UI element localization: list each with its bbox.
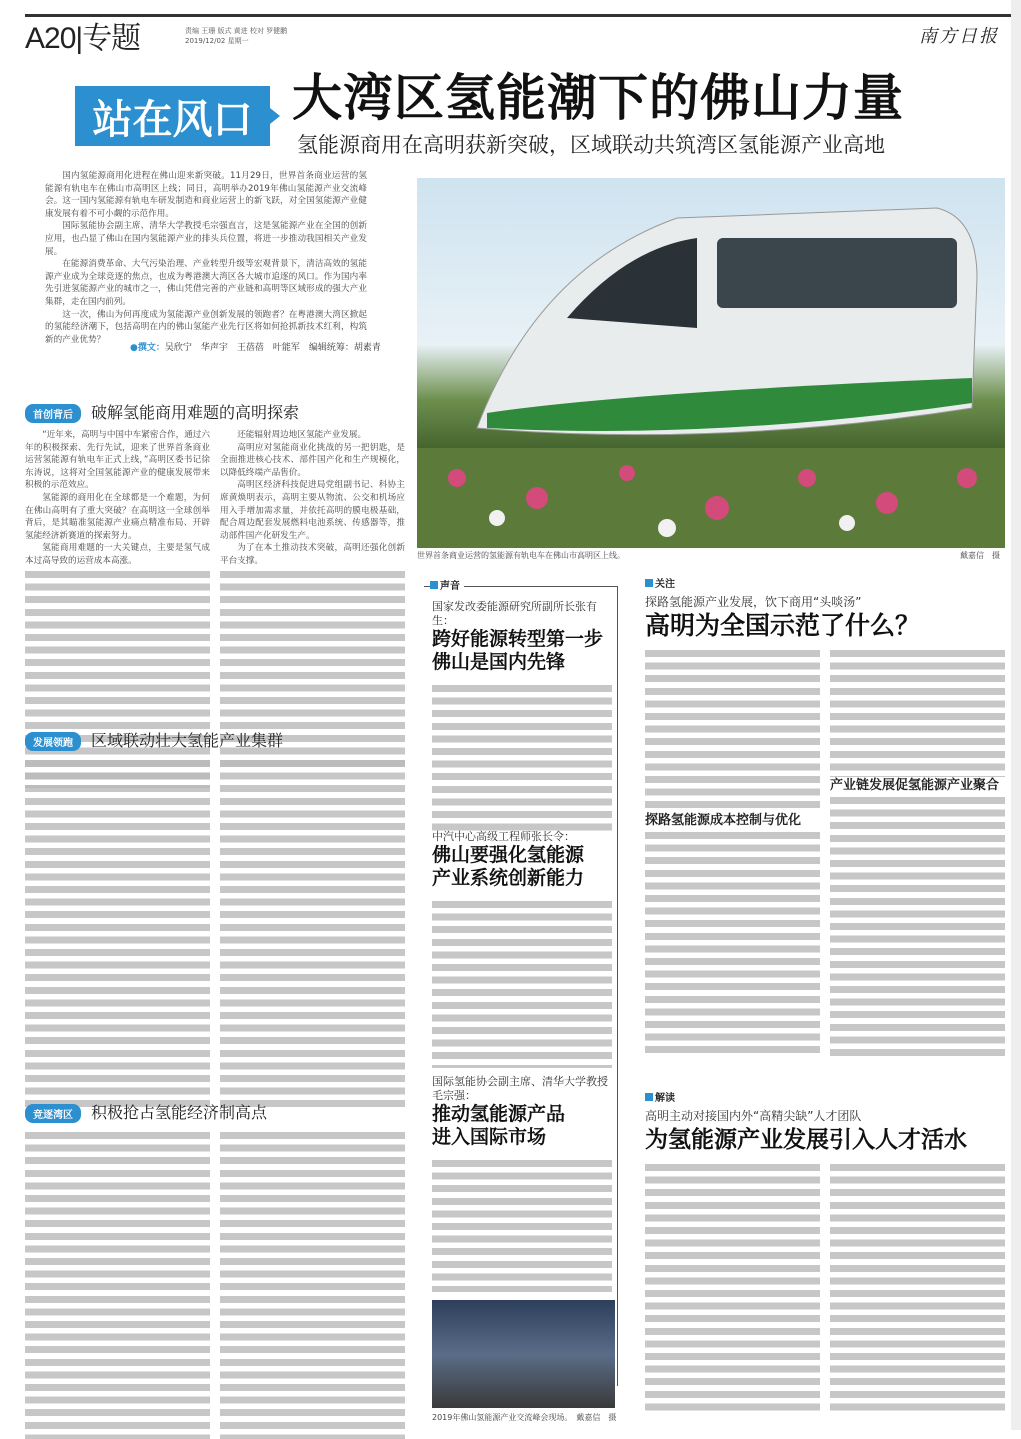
interpret-article: 解读 高明主动对接国内外“高精尖缺”人才团队 为氢能源产业发展引入人才活水 [645, 1092, 1005, 1416]
section-label: 发展领跑 [25, 732, 81, 751]
summit-photo-caption: 2019年佛山氢能源产业交流峰会现场。 戴嘉信 摄 [432, 1413, 617, 1422]
newspaper-logo: 南方日报 [919, 26, 999, 47]
section-3 [25, 1100, 410, 1439]
page-meta: 责编 王珊 版式 黄进 校对 罗健鹏 2019/12/02 星期一 [185, 27, 288, 45]
topic-banner: 站在风口 [75, 86, 270, 146]
voice-1: 国家发改委能源研究所副所长张有生： 跨好能源转型第一步 佛山是国内先锋 [432, 600, 612, 832]
header-rule [25, 14, 1011, 17]
tram-photo [417, 178, 1005, 548]
photo-caption: 世界首条商业运营的氢能源有轨电车在佛山市高明区上线。 [417, 551, 625, 560]
section-title: 破解氢能商用难题的高明探索 [91, 403, 300, 422]
voice-3: 国际氢能协会副主席、清华大学教授毛宗强： 推动氢能源产品 进入国际市场 [432, 1075, 612, 1292]
photo-credit: 戴嘉信 摄 [960, 551, 1000, 560]
byline: ●撰文：吴欣宁 华声宇 王蓓蓓 叶能军 编辑统筹：胡素青 [130, 343, 381, 353]
page-number: A20|专题 [25, 22, 141, 55]
voices-tag: 声音 [430, 580, 464, 593]
voice-2: 中汽中心高级工程师张长令： 佛山要强化氢能源 产业系统创新能力 [432, 830, 612, 1068]
focus-article: 关注 探路氢能源产业发展，饮下商用“头啖汤” 高明为全国示范了什么？ 探路氢能源成本控制与优化 产业链发展促氢能源产业聚合 [645, 578, 1005, 1059]
page-title: 大湾区氢能潮下的佛山力量 [292, 68, 904, 127]
section-2 [25, 728, 410, 1107]
section-1: 首创背后 破解氢能商用难题的高明探索 “近年来，高明与中国中车紧密合作，通过六年的积极探索、先行先试，迎来了世界首条商业运营氢能源有轨电车正式上线，”高明区委书记徐东涛说，这将对全国氢能源产业的健康发展带来积极的示范效应。 氢能源的商用化在全球都是一个难题，为何在佛山高明有了重大突破？在高明这一全球创举背后，是其瞄准氢能源产业痛点精准布局、开辟氢能经济新赛道的探索努力。 氢能商用难题的一大关键点，主要是氢气成本过高导致的运营成本高涨。 还能辐射周边地区氢能产业发展。 高明应对氢能商业化挑战的另一把钥匙，是全面推进核心技术、部件国产化和生产规模化，以降低终端产品售价。 高明区经济科技促进局党组副书记、科协主席黄焕明表示，高明主要从物流、公交和机场应用入手增加需求量，并依托高明的膜电极基础，配合周边配套发展燃料电池系统、传感器等，推动部件国产化研发生产。 为了在本土推动技术突破，高明还强化创新平台支撑。 [25, 400, 410, 729]
section-title: 积极抢占氢能经济制高点 [91, 1103, 268, 1122]
page-subtitle: 氢能源商用在高明获新突破，区域联动共筑湾区氢能源产业高地 [297, 133, 885, 157]
section-label: 竞逐湾区 [25, 1104, 81, 1123]
interpret-headline: 为氢能源产业发展引入人才活水 [645, 1126, 967, 1153]
page-edge [1011, 0, 1021, 1430]
intro-text: 国内氢能源商用化进程在佛山迎来新突破。11月29日，世界首条商业运营的氢能源有轨电车在佛山市高明区上线；同日，高明举办2019年佛山氢能源产业交流峰会。这一国内氢能源有轨电车研发制造和商业运营上的新飞跃，对全国氢能源产业健康发展有着不可小觑的示范作用。 国际氢能协会副主席、清华大学教授毛宗强直言，这是氢能源产业在全国的创新应用，也凸显了佛山在国内氢能源产业的排头兵位置，将进一步推动我国相关产业发展。 在能源消费革命、大气污染治理、产业转型升级等宏观背景下，清洁高效的氢能源产业成为全球竞逐的焦点，也成为粤港澳大湾区各大城市追逐的风口。作为国内率先引进氢能源产业的城市之一，佛山凭借完善的产业链和高明等区域形成的强大产业集群，走在国内前列。 这一次，佛山为何再度成为氢能源产业创新发展的领跑者？在粤港澳大湾区掀起的氢能经济潮下，包括高明在内的佛山氢能产业先行区将如何抢抓新技术红利，构筑新的产业优势？ [45, 171, 367, 345]
focus-headline: 高明为全国示范了什么？ [645, 611, 921, 640]
section-label: 首创背后 [25, 404, 81, 423]
section-title: 区域联动壮大氢能产业集群 [91, 731, 284, 750]
summit-photo [432, 1300, 615, 1408]
